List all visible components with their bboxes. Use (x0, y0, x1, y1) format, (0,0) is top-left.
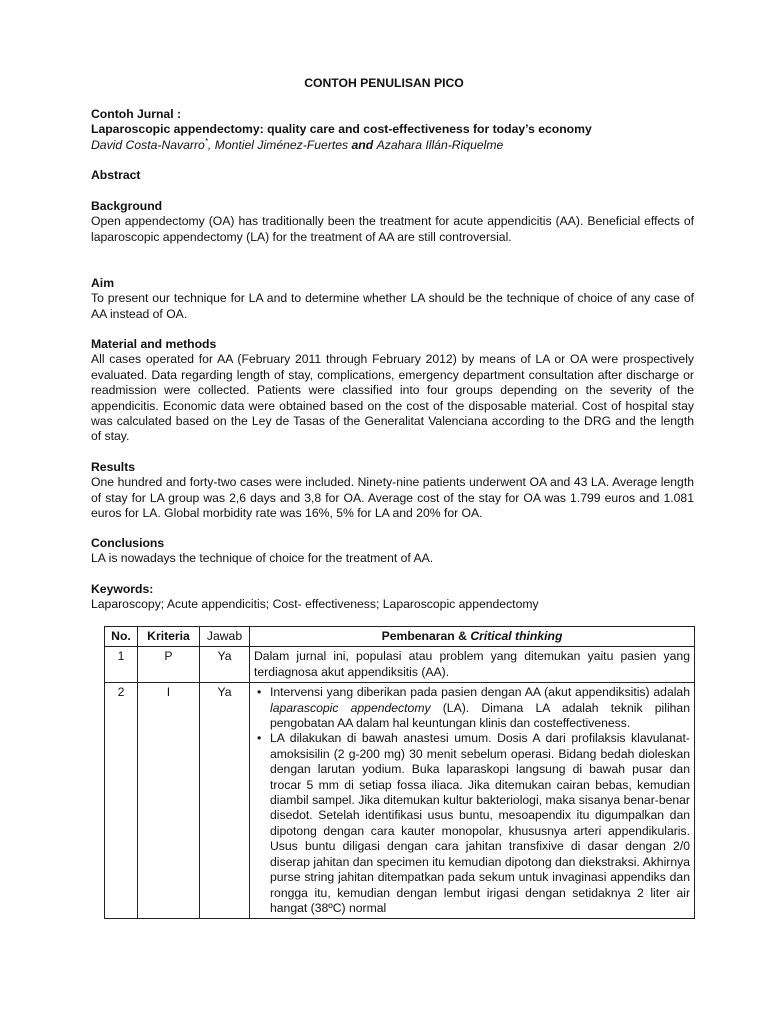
keywords-section (91, 582, 694, 613)
row2-jawab: Ya (200, 683, 250, 919)
pico-table (104, 626, 695, 919)
row2-kriteria: I (138, 683, 200, 919)
background-text: Open appendectomy (OA) has traditionally been the treatment for acute appendicitis (AA). Beneficial effects of laparoscopic appendectomy (LA) for the treatment of AA are still controversial. (91, 214, 694, 244)
row1-kriteria: P (138, 647, 200, 683)
keywords-text: Laparoscopy; Acute appendicitis; Cost- effectiveness; Laparoscopic appendectomy (91, 597, 539, 612)
row2-bullet1-italic: laparascopic appendectomy (270, 700, 431, 715)
header-no: No. (105, 627, 138, 647)
header-pembenaran (250, 627, 695, 647)
author-3: Azahara Illán-Riquelme (376, 137, 504, 152)
header-pembenaran-italic: Critical thinking (470, 629, 563, 643)
row1-no: 1 (105, 647, 138, 683)
background-heading: Background (91, 199, 163, 213)
aim-text: To present our technique for LA and to determine whether LA should be the technique of choice of any case of AA instead of OA. (91, 291, 694, 321)
results-heading: Results (91, 460, 136, 474)
list-item (270, 685, 690, 731)
keywords-heading: Keywords: (91, 582, 154, 596)
row1-text: Dalam jurnal ini, populasi atau problem yang ditemukan yaitu pasien yang terdiagnosa akut appendiksitis (AA). (250, 647, 695, 683)
row2-bullet1-b: (LA). Dimana LA adalah teknik pilihan pengobatan AA dalam hal keuntungan klinis dan costeffectiveness. (270, 700, 690, 731)
table-row (105, 647, 695, 683)
page-title: CONTOH PENULISAN PICO (304, 76, 464, 90)
list-item: • LA dilakukan di bawah anastesi umum. Dosis A dari profilaksis klavulanat-amoksisilin (2 g-200 mg) 30 menit sebelum operasi. Bidang bedah dioleskan dengan larutan yodium. Buka laparaskopi langsung di bawah pusar dan trocar 5 mm di setiap fossa iliaca. Jika ditemukan cairan bebas, kemudian diambil sampel. Jika ditemukan kultur bakteriologi, maka sisanya benar-benar disedot. Setelah identifikasi usus buntu, mesoapendix itu digumpalkan dan dipotong dengan cara kauter monopolar, khususnya arteri appendikularis. Usus buntu diligasi dengan cara jahitan transfixive di dasar dengan 2/0 diserap jahitan dan specimen itu kemudian dipotong dan diekstraksi. Akhirnya purse string jahitan ditempatkan pada sekum untuk invaginasi appendiks dan rongga itu, kemudian dengan lembut irigasi dengan setidaknya 2 liter air hangat (38ºC) normal (270, 731, 690, 916)
background-section (91, 199, 694, 245)
abstract-heading: Abstract (91, 168, 141, 182)
methods-text: All cases operated for AA (February 2011 through February 2012) by means of LA or OA were prospectively evaluated. Data regarding length of stay, complications, emergency department consultation after discharge or readmission were collected. Patients were classified into four groups depending on the severity of the appendicitis. Economic data were obtained based on the cost of the disposable material. Cost of hospital stay was calculated based on the Ley de Tasas of the Generalitat Valenciana according to the DRG and the length of stay. (91, 352, 694, 444)
results-section (91, 460, 694, 522)
methods-section (91, 337, 694, 445)
table-header-row (105, 627, 695, 647)
author-line (91, 138, 694, 153)
results-text: One hundred and forty-two cases were included. Ninety-nine patients underwent OA and 43 LA. Average length of stay for LA group was 2,6 days and 3,8 for OA. Average cost of the stay for OA was 1.799 euros and 1.081 euros for LA. Global morbidity rate was 16%, 5% for LA and 20% for OA. (91, 475, 694, 521)
header-kriteria: Kriteria (138, 627, 200, 647)
row2-no: 2 (105, 683, 138, 919)
conclusions-section (91, 536, 694, 567)
journal-label: Contoh Jurnal : (91, 107, 182, 121)
row2-text (250, 683, 695, 919)
conclusions-text: LA is nowadays the technique of choice for the treatment of AA. (91, 551, 434, 566)
table-row (105, 683, 695, 919)
author-separator: , (207, 137, 215, 152)
aim-section (91, 276, 694, 322)
row2-bullet1-a: Intervensi yang diberikan pada pasien dengan AA (akut appendiksitis) adalah (270, 685, 690, 700)
row1-jawab: Ya (200, 647, 250, 683)
author-1: David Costa-Navarro (91, 137, 205, 152)
aim-heading: Aim (91, 276, 115, 290)
header-jawab: Jawab (200, 627, 250, 647)
conclusions-heading: Conclusions (91, 536, 165, 550)
methods-heading: Material and methods (91, 337, 217, 351)
header-pembenaran-prefix: Pembenaran & (381, 629, 471, 643)
author-1-mark: * (204, 136, 208, 146)
author-and: and (348, 137, 377, 152)
journal-title: Laparoscopic appendectomy: quality care and cost-effectiveness for today’s economy (91, 122, 592, 137)
row2-bullet-list (254, 685, 690, 916)
author-2: Montiel Jiménez-Fuertes (214, 137, 349, 152)
journal-info (91, 107, 694, 153)
